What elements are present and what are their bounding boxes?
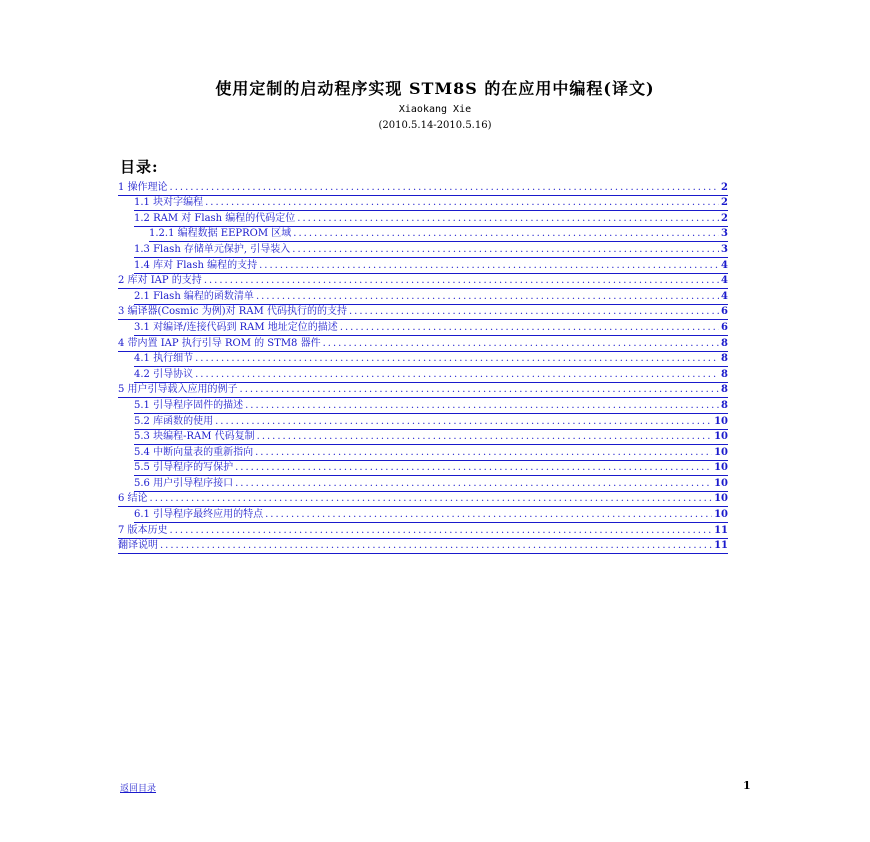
toc-entry-page: 8 [721,399,728,411]
toc-leader-dots [256,290,719,304]
toc-leader-dots [255,446,712,460]
document-date: (2010.5.14-2010.5.16) [378,120,492,131]
toc-entry[interactable] [134,367,728,383]
toc-entry-label: 1.2.1 编程数据 EEPROM 区域 [149,228,292,240]
toc-entry-label: 5.2 库函数的使用 [134,415,214,427]
document-author: Xiaokang Xie [398,104,472,115]
toc-entry-page: 3 [721,228,728,240]
toc-entry-page: 11 [714,524,728,536]
toc-entry-page: 10 [714,462,728,474]
toc-entry-page: 4 [721,275,728,287]
toc-entry[interactable] [134,461,728,477]
toc-heading: 目录: [120,158,159,176]
toc-entry[interactable] [134,445,728,461]
toc-entry-page: 10 [714,477,728,489]
toc-entry-page: 10 [714,446,728,458]
toc-entry-page: 10 [714,431,728,443]
toc-entry[interactable] [118,492,728,508]
toc-entry-page: 8 [721,384,728,396]
toc-entry-page: 10 [714,415,728,427]
toc-entry[interactable] [134,289,728,305]
toc-entry-page: 2 [721,181,728,193]
toc-leader-dots [195,352,719,366]
toc-entry[interactable] [134,398,728,414]
toc-entry-label: 1.1 块对字编程 [134,197,204,209]
toc-entry-label: 4.1 执行细节 [134,353,194,365]
toc-entry-page: 11 [714,540,728,552]
toc-leader-dots [293,227,719,241]
toc-entry[interactable] [118,383,728,399]
toc-entry-label: 3 编译器(Cosmic 为例)对 RAM 代码执行的的支持 [118,306,347,318]
toc-entry[interactable] [134,476,728,492]
toc-entry-label: 3.1 对编译/连接代码到 RAM 地址定位的描述 [134,321,338,333]
toc-entry[interactable] [134,507,728,523]
toc-leader-dots [235,461,712,475]
toc-leader-dots [349,305,719,319]
toc-entry[interactable] [118,274,728,290]
toc-entry[interactable] [134,320,728,336]
toc-leader-dots [170,524,713,538]
toc-entry-page: 8 [721,368,728,380]
toc-entry-label: 5.1 引导程序固件的描述 [134,399,244,411]
page-number: 1 [743,779,751,792]
toc-entry-label: 1.4 库对 Flash 编程的支持 [134,259,258,271]
toc-entry-page: 2 [721,197,728,209]
toc-leader-dots [323,337,719,351]
toc-leader-dots [297,212,719,226]
toc-entry-page: 10 [714,493,728,505]
toc-entry-page: 8 [721,337,728,349]
toc-leader-dots [245,399,719,413]
toc-entry-label: 2 库对 IAP 的支持 [118,275,202,287]
toc-entry-label: 6.1 引导程序最终应用的特点 [134,509,264,521]
toc-entry-page: 8 [721,353,728,365]
toc-entry[interactable] [118,336,728,352]
toc-entry[interactable] [134,414,728,430]
toc-entry-label: 5 用户引导载入应用的例子 [118,384,238,396]
toc-entry[interactable] [134,258,728,274]
toc-leader-dots [204,274,719,288]
toc-leader-dots [215,415,712,429]
toc-entry[interactable] [118,539,728,555]
toc-leader-dots [170,181,719,195]
toc-leader-dots [265,508,712,522]
toc-entry-page: 6 [721,321,728,333]
toc-entry[interactable] [118,180,728,196]
toc-entry[interactable] [134,242,728,258]
toc-entry[interactable] [118,305,728,321]
toc-leader-dots [195,368,719,382]
toc-entry[interactable] [134,352,728,368]
toc-entry[interactable] [134,211,728,227]
toc-entry-label: 5.6 用户引导程序接口 [134,477,234,489]
toc-leader-dots [240,383,719,397]
toc-entry-page: 2 [721,212,728,224]
toc-entry-label: 6 结论 [118,493,148,505]
toc-leader-dots [150,492,713,506]
toc-entry-page: 4 [721,290,728,302]
toc-leader-dots [259,259,719,273]
toc-entry[interactable] [118,523,728,539]
toc-entry[interactable] [134,196,728,212]
toc-entry-label: 5.3 块编程-RAM 代码复制 [134,431,255,443]
toc-entry-page: 6 [721,306,728,318]
toc-leader-dots [235,477,712,491]
toc-entry-label: 4.2 引导协议 [134,368,194,380]
back-to-toc-link[interactable]: 返回目录 [120,784,157,794]
toc-entry-label: 2.1 Flash 编程的函数清单 [134,290,254,302]
toc-entry-label: 7 版本历史 [118,524,168,536]
toc-leader-dots [292,243,719,257]
document-title: 使用定制的启动程序实现 STM8S 的在应用中编程(译文) [215,79,655,98]
toc-leader-dots [257,430,712,444]
toc-entry-label: 1.3 Flash 存储单元保护, 引导装入 [134,243,291,255]
toc-leader-dots [205,196,719,210]
toc-entry[interactable] [149,227,728,243]
toc-leader-dots [340,321,719,335]
toc-entry-label: 翻译说明 [118,540,158,552]
toc-entry-label: 1 操作理论 [118,181,168,193]
toc-entry[interactable] [134,430,728,446]
toc-entry-label: 4 带内置 IAP 执行引导 ROM 的 STM8 器件 [118,337,321,349]
toc-entry-page: 10 [714,509,728,521]
table-of-contents [118,180,728,554]
toc-entry-page: 4 [721,259,728,271]
toc-entry-label: 1.2 RAM 对 Flash 编程的代码定位 [134,212,296,224]
toc-entry-label: 5.5 引导程序的写保护 [134,462,234,474]
toc-entry-label: 5.4 中断向量表的重新指向 [134,446,254,458]
toc-leader-dots [160,539,712,553]
toc-entry-page: 3 [721,243,728,255]
